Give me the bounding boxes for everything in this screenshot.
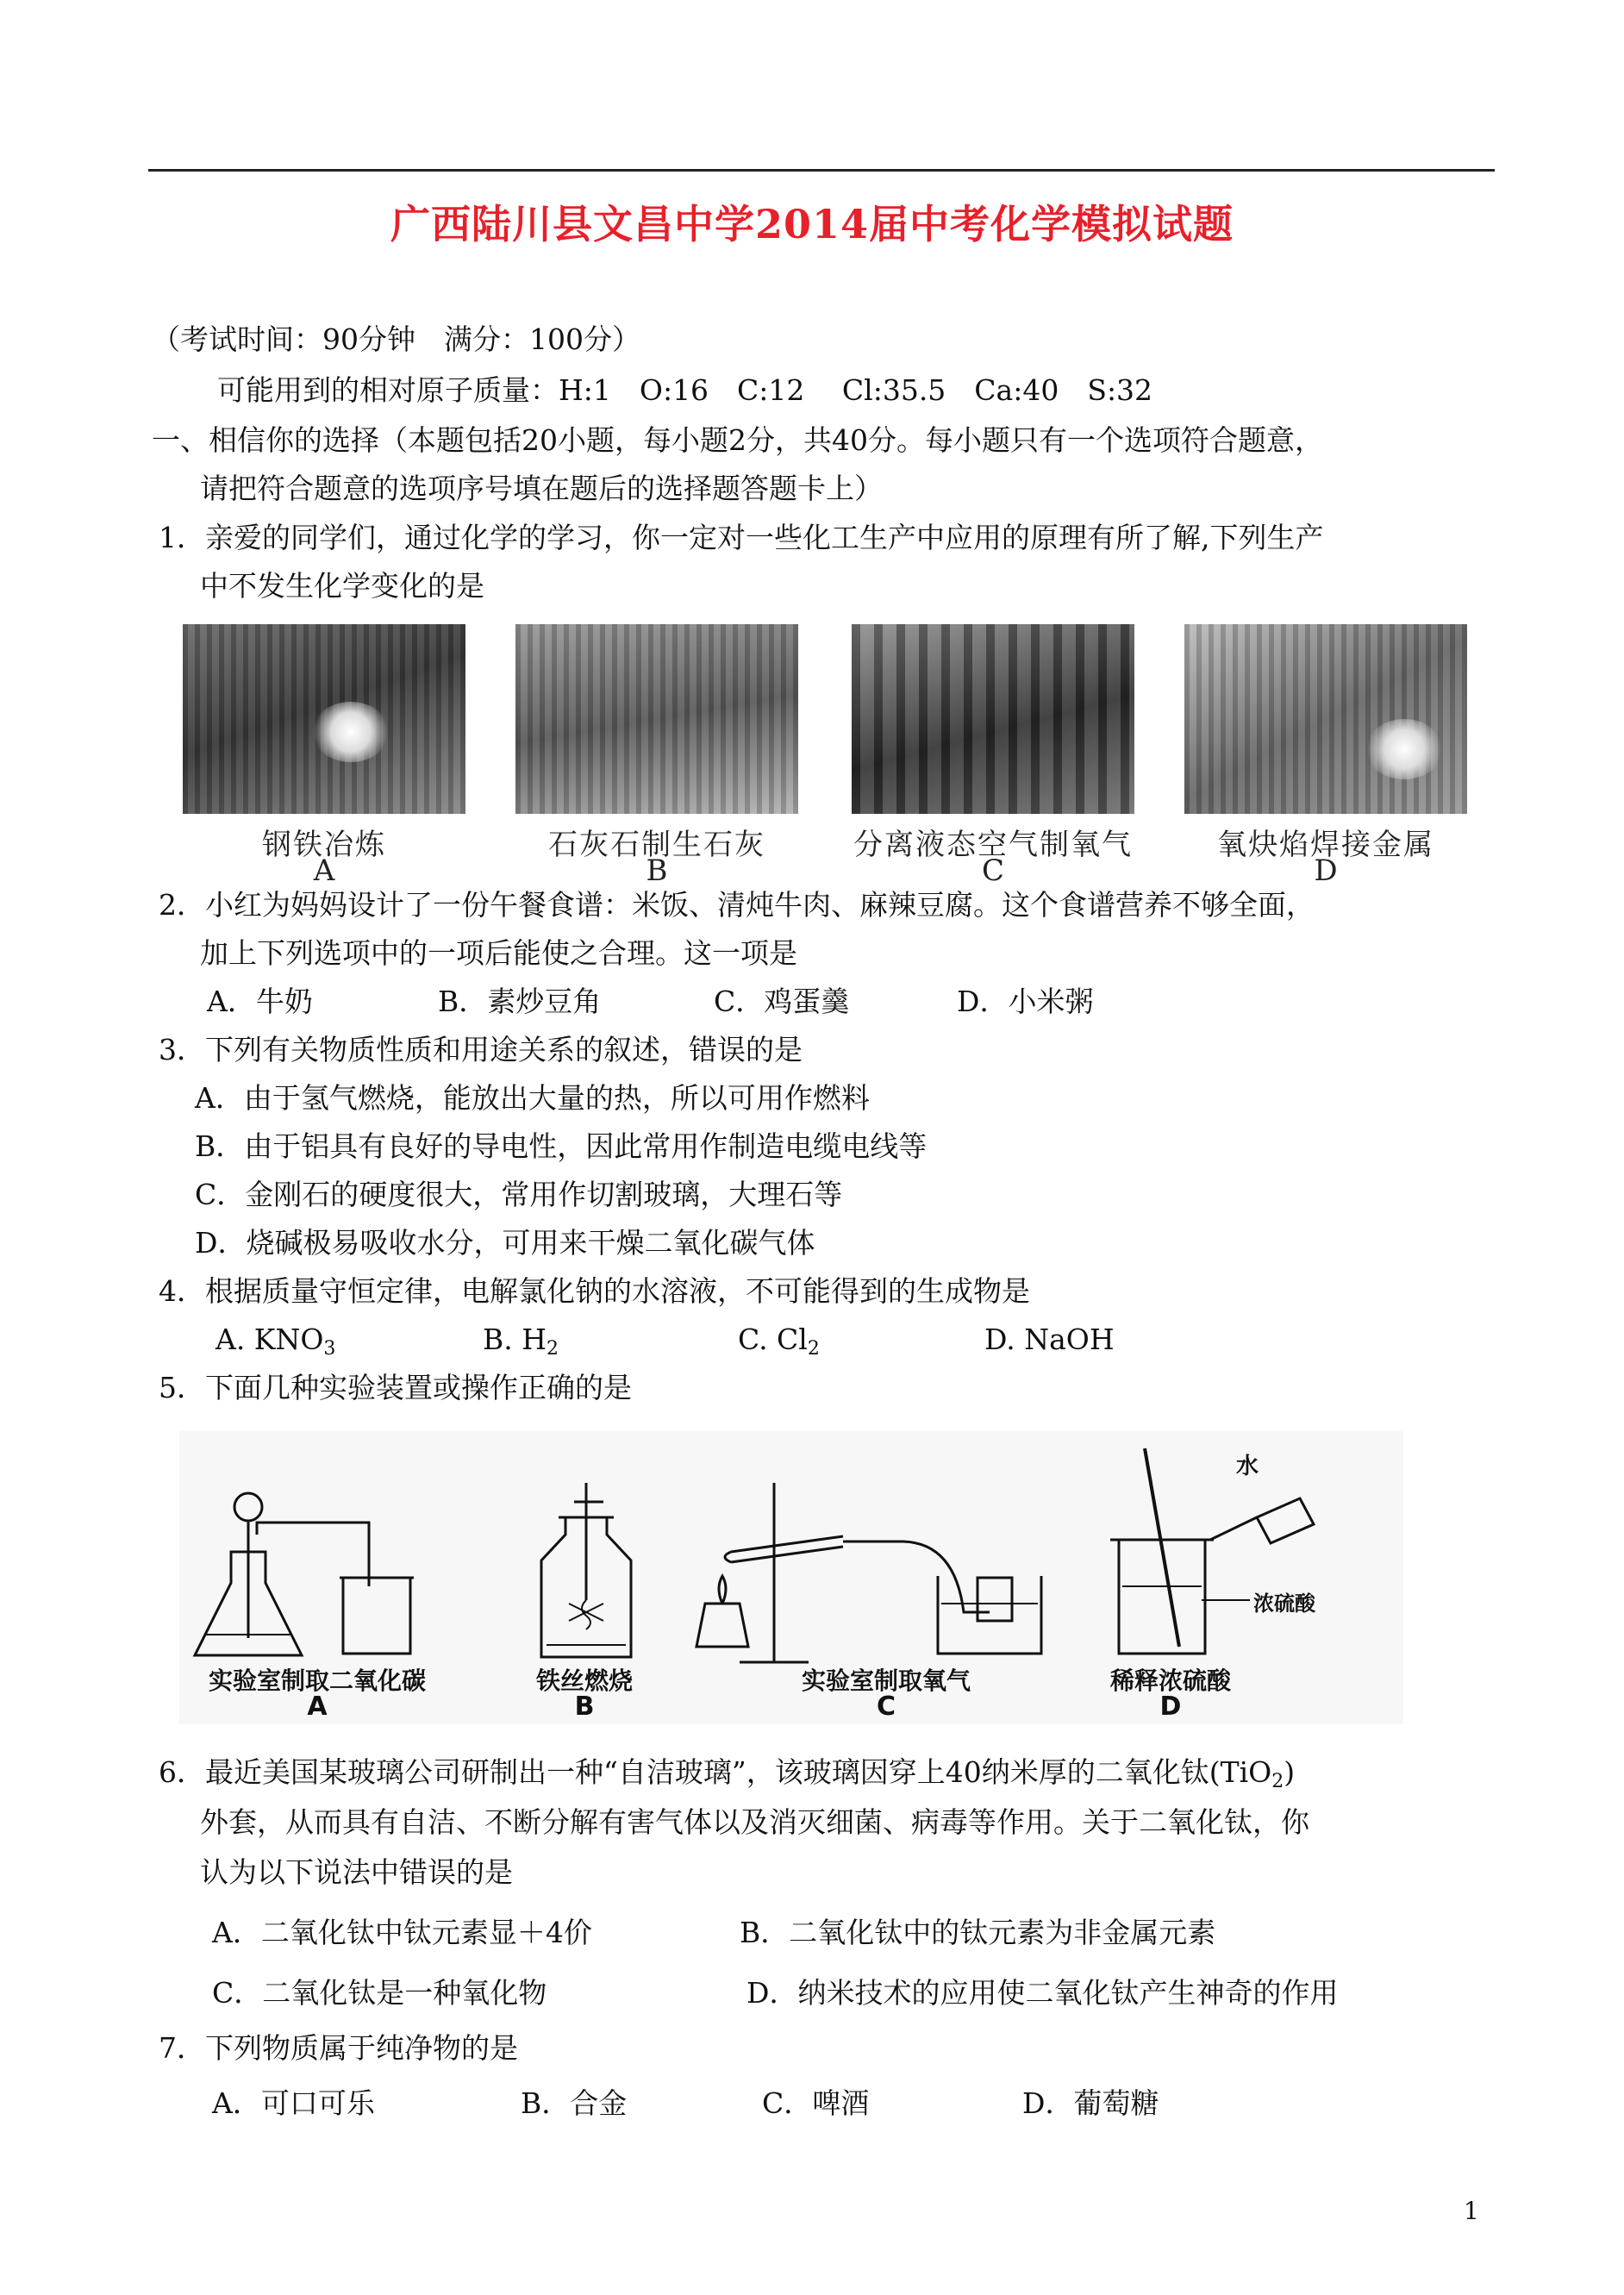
q5-figure-letter: B — [574, 1692, 595, 1722]
q6-stem-line1-text: 6．最近美国某玻璃公司研制出一种“自洁玻璃”，该玻璃因穿上40纳米厚的二氧化钛(TiO — [159, 1755, 1272, 1789]
q7-option-c: C．啤酒 — [762, 2086, 870, 2120]
q2-option-d: D．小米粥 — [957, 985, 1094, 1018]
q4-option-a — [215, 1323, 335, 1366]
q6-stem-line3: 认为以下说法中错误的是 — [200, 1855, 513, 1889]
q3-stem: 3．下列有关物质性质和用途关系的叙述，错误的是 — [159, 1033, 803, 1066]
acid-label: 浓硫酸 — [1253, 1591, 1315, 1616]
atomic-mass-info: 可能用到的相对原子质量：H:1 O:16 C:12 Cl:35.5 Ca:40 S:32 — [217, 373, 1153, 407]
q6-stem-line1 — [159, 1755, 1295, 1799]
q2-stem-line2: 加上下列选项中的一项后能使之合理。这一项是 — [200, 936, 797, 970]
header-rule — [148, 169, 1495, 172]
page-title: 广西陆川县文昌中学2014届中考化学模拟试题 — [390, 201, 1234, 247]
exam-info: （考试时间：90分钟 满分：100分） — [152, 322, 640, 356]
q4-option-b-text: B. H — [483, 1323, 547, 1356]
q1-figure-letter: D — [1314, 854, 1338, 888]
section1-heading: 一、相信你的选择（本题包括20小题，每小题2分，共40分。每小题只有一个选项符合题意， — [152, 423, 1323, 457]
section1-instructions: 请把符合题意的选项序号填在题后的选择题答题卡上） — [200, 472, 883, 505]
q3-option-c: C．金刚石的硬度很大，常用作切割玻璃，大理石等 — [195, 1178, 843, 1211]
q6-stem-line2: 外套，从而具有自洁、不断分解有害气体以及消灭细菌、病毒等作用。关于二氧化钛，你 — [200, 1805, 1309, 1839]
photo-oxyacetylene-welding — [1184, 624, 1467, 814]
q4-option-a-sub: 3 — [323, 1338, 336, 1360]
q4-option-b-sub: 2 — [547, 1338, 559, 1360]
co2-generator-icon — [195, 1493, 414, 1655]
q1-figure-caption: 钢铁冶炼 — [262, 828, 386, 862]
q1-figure-letter: C — [981, 854, 1004, 888]
q1-figure-letter: A — [313, 854, 335, 888]
q3-option-a: A．由于氢气燃烧，能放出大量的热，所以可用作燃料 — [195, 1081, 870, 1115]
q6-option-d: D．纳米技术的应用使二氧化钛产生神奇的作用 — [746, 1976, 1339, 2010]
q6-option-c: C．二氧化钛是一种氧化物 — [212, 1976, 547, 2010]
water-label: 水 — [1236, 1454, 1259, 1479]
photo-steel-smelting — [183, 624, 465, 814]
photo-lime-kiln — [515, 624, 798, 814]
q1-figure-caption: 石灰石制生石灰 — [548, 828, 765, 862]
q1-figure-caption: 分离液态空气制氧气 — [853, 828, 1133, 862]
q7-option-a: A．可口可乐 — [212, 2086, 375, 2120]
q2-option-a: A．牛奶 — [207, 985, 313, 1018]
q6-formula-sub: 2 — [1271, 1771, 1284, 1792]
q5-figure-row — [179, 1431, 1403, 1724]
q1-stem-line1: 1．亲爱的同学们，通过化学的学习，你一定对一些化工生产中应用的原理有所了解,下列生产 — [159, 521, 1324, 554]
q6-option-a: A．二氧化钛中钛元素显＋4价 — [212, 1916, 592, 1949]
q4-option-c-sub: 2 — [807, 1338, 820, 1360]
q7-option-d: D．葡萄糖 — [1022, 2086, 1159, 2120]
q5-figure-caption: 实验室制取氧气 — [801, 1667, 971, 1695]
q1-figure-row — [183, 624, 1467, 888]
q5-figure-letter: C — [876, 1692, 896, 1722]
q2-option-c: C．鸡蛋羹 — [714, 985, 850, 1018]
q6-stem-line1-close: ) — [1284, 1755, 1296, 1789]
q3-option-d: D．烧碱极易吸收水分，可用来干燥二氧化碳气体 — [195, 1226, 815, 1260]
q7-stem: 7．下列物质属于纯净物的是 — [159, 2031, 518, 2065]
q4-option-b — [483, 1323, 559, 1366]
q7-option-b: B．合金 — [521, 2086, 628, 2120]
q3-option-b: B．由于铝具有良好的导电性，因此常用作制造电缆电线等 — [195, 1129, 928, 1163]
page-number: 1 — [1464, 2197, 1479, 2225]
q2-option-b: B．素炒豆角 — [438, 985, 602, 1018]
q5-stem: 5．下面几种实验装置或操作正确的是 — [159, 1371, 632, 1404]
q6-option-b: B．二氧化钛中的钛元素为非金属元素 — [740, 1916, 1216, 1949]
q5-figure-caption: 实验室制取二氧化碳 — [208, 1667, 426, 1695]
q4-option-d: D. NaOH — [984, 1323, 1115, 1356]
q1-stem-line2: 中不发生化学变化的是 — [200, 569, 484, 603]
photo-air-separation-plant — [852, 624, 1134, 814]
iron-wire-burning-icon — [541, 1483, 631, 1657]
oxygen-preparation-icon — [696, 1483, 1041, 1662]
q1-figure-letter: B — [646, 854, 668, 888]
q4-stem: 4．根据质量守恒定律，电解氯化钠的水溶液，不可能得到的生成物是 — [159, 1274, 1030, 1308]
q4-option-a-text: A. KNO — [215, 1323, 324, 1356]
q1-figure-caption: 氧炔焰焊接金属 — [1217, 828, 1434, 862]
q4-option-c — [738, 1323, 820, 1366]
q5-figure-letter: D — [1159, 1692, 1182, 1722]
q5-figure-letter: A — [307, 1692, 328, 1722]
acid-dilution-icon — [1110, 1448, 1314, 1654]
q5-figure-caption: 铁丝燃烧 — [535, 1667, 633, 1695]
q5-figure-caption: 稀释浓硫酸 — [1109, 1667, 1231, 1695]
q4-option-c-text: C. Cl — [738, 1323, 808, 1356]
q2-stem-line1: 2．小红为妈妈设计了一份午餐食谱：米饭、清炖牛肉、麻辣豆腐。这个食谱营养不够全面， — [159, 888, 1315, 922]
